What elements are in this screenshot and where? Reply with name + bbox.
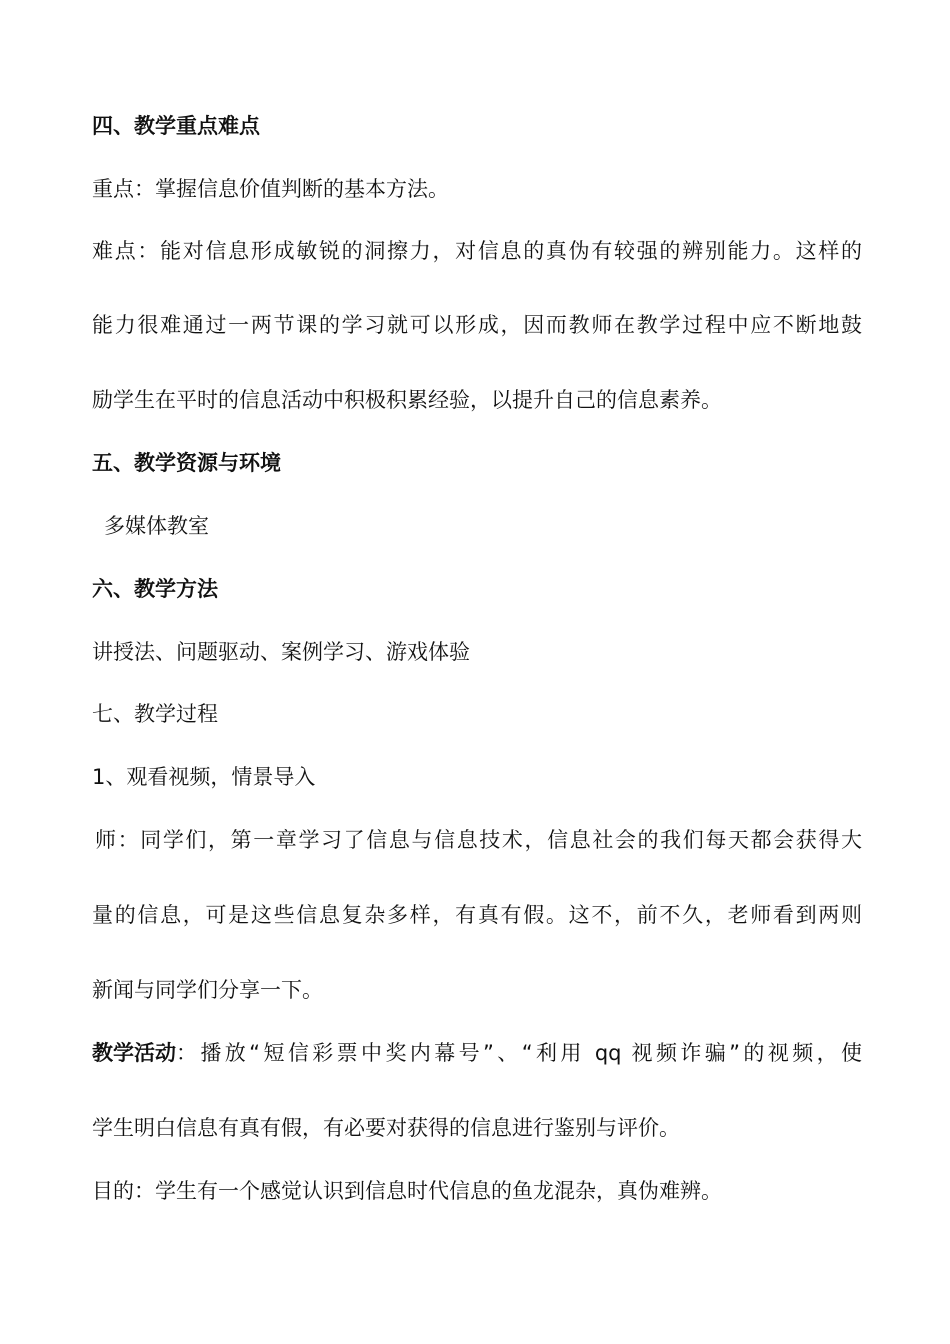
key-point-text: 重点：掌握信息价值判断的基本方法。 [92,177,449,201]
activity-line-2: 学生明白信息有真有假，有必要对获得的信息进行鉴别与评价。 [92,1116,680,1140]
section-heading-resources: 五、教学资源与环境 [92,451,281,475]
step1-title: 1、观看视频，情景导入 [92,765,316,789]
difficulty-line-1: 难点：能对信息形成敏锐的洞擦力，对信息的真伪有较强的辨别能力。这样的 [92,239,862,263]
purpose-text: 目的：学生有一个感觉认识到信息时代信息的鱼龙混杂，真伪难辨。 [92,1179,722,1203]
teacher-line-2: 量的信息，可是这些信息复杂多样，有真有假。这不，前不久，老师看到两则 [92,903,862,927]
methods-text: 讲授法、问题驱动、案例学习、游戏体验 [92,640,470,664]
difficulty-line-2: 能力很难通过一两节课的学习就可以形成，因而教师在教学过程中应不断地鼓 [92,313,862,337]
activity-line-1 [92,1039,862,1067]
section-heading-process: 七、教学过程 [92,702,218,726]
teacher-line-1: 师：同学们，第一章学习了信息与信息技术，信息社会的我们每天都会获得大 [95,828,862,852]
section-heading-methods: 六、教学方法 [92,577,218,601]
difficulty-line-3: 励学生在平时的信息活动中积极积累经验，以提升自己的信息素养。 [92,388,722,412]
activity-label: 教学活动 [92,1041,176,1065]
teacher-line-3: 新闻与同学们分享一下。 [92,978,323,1002]
section-heading-key-points: 四、教学重点难点 [92,114,260,138]
activity-text-1: ：播放“短信彩票中奖内幕号”、“利用 qq 视频诈骗”的视频，使 [176,1041,862,1065]
resources-text: 多媒体教室 [104,514,209,538]
